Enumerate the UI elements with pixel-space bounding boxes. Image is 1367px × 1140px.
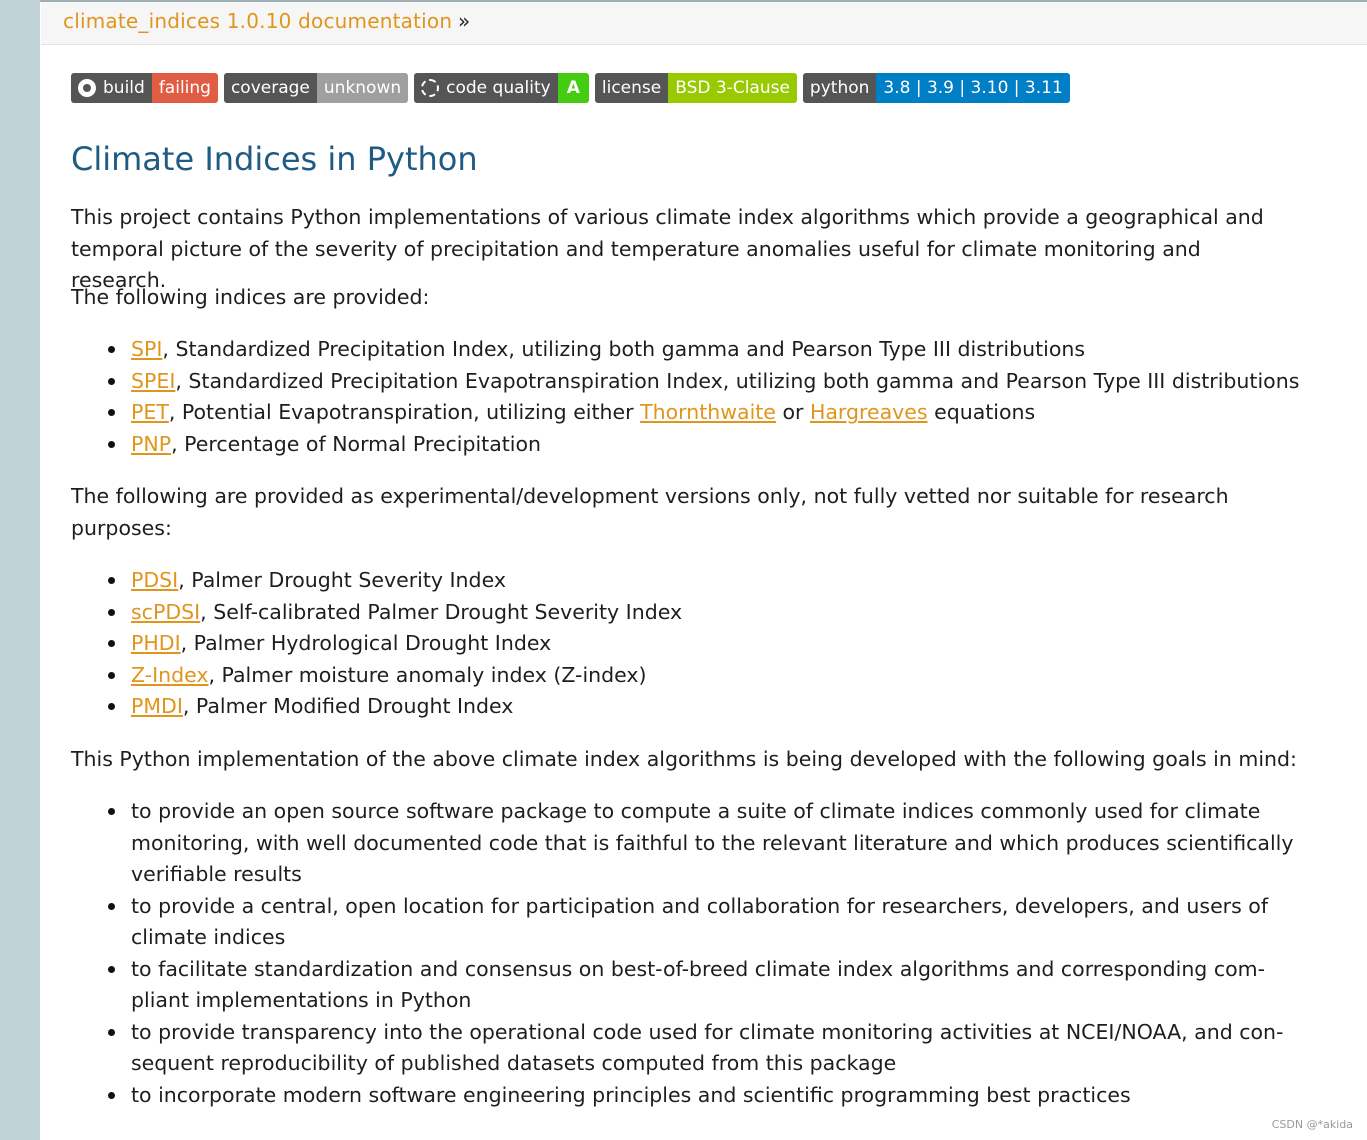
list-item: to provide a central, open location for participation and collaboration for researchers, developers, and users of climate indices [71,891,1301,954]
breadcrumb-home-link[interactable]: climate_indices 1.0.10 documentation [63,9,453,33]
list-item: PMDI, Palmer Modified Drought Index [71,691,1301,723]
list-item: to facilitate standardization and consensus on best-of-breed climate index algorithms and corresponding com- pliant implementations in Python [71,954,1301,1017]
experimental-indices-list [71,565,1301,723]
pmdi-link[interactable]: PMDI [131,694,183,718]
python-badge[interactable] [803,73,1070,103]
coverage-badge[interactable] [224,73,408,103]
list-item: SPEI, Standardized Precipitation Evapotranspiration Index, utilizing both gamma and Pearson Type III distributions [71,366,1301,398]
z-index-link[interactable]: Z-Index [131,662,209,687]
thornthwaite-link[interactable]: Thornthwaite [640,400,776,424]
intro-paragraph: This project contains Python implementations of various climate index algorithms which provide a geographical and temporal picture of the severity of precipitation and temperature anomalies useful for climate monitoring and research. [71,205,1264,292]
license-badge[interactable] [595,73,797,103]
spi-link[interactable]: SPI [131,337,163,361]
breadcrumb-separator: » [458,9,471,33]
badge-row [71,73,1070,103]
goals-heading: This Python implementation of the above climate index algorithms is being developed with the following goals in mind: [71,747,1297,771]
list-item: PNP, Percentage of Normal Precipitation [71,429,1301,461]
code-quality-badge-grade: A [558,73,589,103]
github-icon [78,79,96,97]
page-title: Climate Indices in Python [71,140,478,178]
python-badge-versions: 3.8 | 3.9 | 3.10 | 3.11 [876,73,1069,103]
list-item: SPI, Standardized Precipitation Index, utilizing both gamma and Pearson Type III distributions [71,334,1301,366]
phdi-link[interactable]: PHDI [131,631,181,655]
python-badge-label: python [803,73,876,103]
provided-heading: The following indices are provided: [71,285,430,309]
list-item: PET, Potential Evapotranspiration, utilizing either Thornthwaite or Hargreaves equations [71,397,1301,429]
pnp-link[interactable]: PNP [131,431,172,456]
list-item: Z-Index, Palmer moisture anomaly index (Z-index) [71,660,1301,692]
pdsi-link[interactable]: PDSI [131,568,179,592]
build-badge[interactable] [71,73,218,103]
list-item: to incorporate modern software engineering principles and scientific programming best practices [71,1080,1301,1112]
breadcrumb-bar [41,2,1367,45]
list-item: to provide an open source software package to compute a suite of climate indices commonly used for climate monitoring, with well documented code that is faithful to the relevant literature and which produces scientifically verifiable results [71,796,1301,891]
code-quality-badge-label: code quality [446,78,551,98]
list-item: PHDI, Palmer Hydrological Drought Index [71,628,1301,660]
code-quality-badge[interactable] [414,73,589,103]
experimental-heading: The following are provided as experimental/development versions only, not fully vetted nor suitable for research purposes: [71,484,1229,540]
list-item: scPDSI, Self-calibrated Palmer Drought Severity Index [71,597,1301,629]
list-item: to provide transparency into the operational code used for climate monitoring activities at NCEI/NOAA, and con- sequent reproducibility of published datasets computed from this package [71,1017,1301,1080]
coverage-badge-label: coverage [224,73,317,103]
build-badge-label: build [103,78,145,98]
pet-link[interactable]: PET [131,400,169,424]
goals-list [71,796,1301,1111]
spei-link[interactable]: SPEI [131,368,176,393]
build-badge-status: failing [152,73,218,103]
watermark: CSDN @*akida [1271,1118,1353,1131]
scpdsi-link[interactable]: scPDSI [131,599,201,624]
left-sidebar-strip [0,0,40,1140]
list-item: PDSI, Palmer Drought Severity Index [71,565,1301,597]
license-badge-label: license [595,73,668,103]
code-quality-icon [421,79,439,97]
hargreaves-link[interactable]: Hargreaves [809,400,928,424]
coverage-badge-status: unknown [317,73,408,103]
provided-indices-list [71,334,1301,460]
license-badge-value: BSD 3-Clause [668,73,797,103]
